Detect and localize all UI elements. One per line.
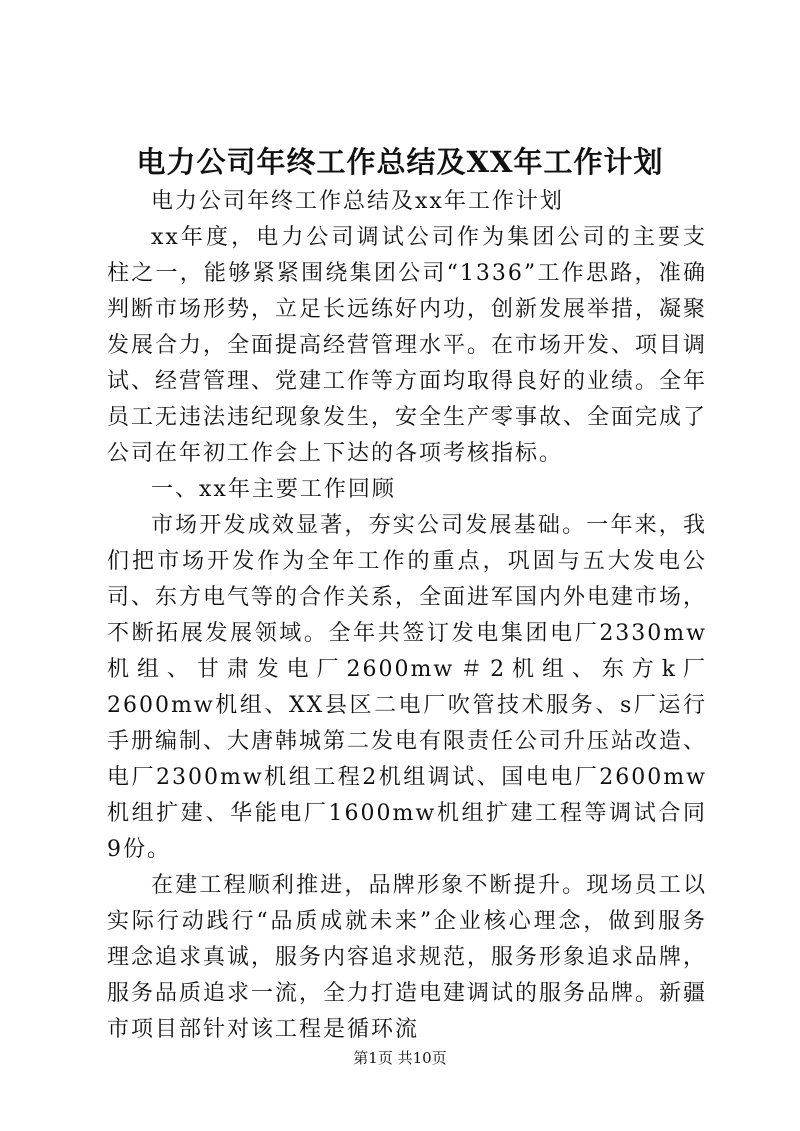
document-title: 电力公司年终工作总结及XX年工作计划 <box>136 145 664 179</box>
document-body <box>107 184 707 1048</box>
intro-paragraph: xx年度，电力公司调试公司作为集团公司的主要支柱之一，能够紧紧围绕集团公司“1336”工作思路，准确判断市场形势，立足长远练好内功，创新发展举措，凝聚发展合力，全面提高经营管理水平。在市场开发、项目调试、经营管理、党建工作等方面均取得良好的业绩。全年员工无违法违纪现象发生，安全生产零事故、全面完成了公司在年初工作会上下达的各项考核指标。 <box>107 225 708 466</box>
section-heading: 一、xx年主要工作回顾 <box>151 477 396 502</box>
page-number-footer: 第1页 共10页 <box>353 1049 447 1067</box>
project-paragraph: 在建工程顺利推进，品牌形象不断提升。现场员工以实际行动践行“品质成就未来”企业核心理念，做到服务理念追求真诚，服务内容追求规范，服务形象追求品牌，服务品质追求一流，全力打造电建调试的服务品牌。新疆市项目部针对该工程是循环流 <box>107 873 708 1042</box>
subtitle-paragraph: 电力公司年终工作总结及xx年工作计划 <box>151 189 564 214</box>
market-paragraph: 市场开发成效显著，夯实公司发展基础。一年来，我们把市场开发作为全年工作的重点，巩固与五大发电公司、东方电气等的合作关系，全面进军国内外电建市场，不断拓展发展领域。全年共签订发电集团电厂2330mw机组、甘肃发电厂2600mw＃2机组、东方k厂2600mw机组、XX县区二电厂吹管技术服务、s厂运行手册编制、大唐韩城第二发电有限责任公司升压站改造、电厂2300mw机组工程2机组调试、国电电厂2600mw机组扩建、华能电厂1600mw机组扩建工程等调试合同9份。 <box>107 513 708 862</box>
